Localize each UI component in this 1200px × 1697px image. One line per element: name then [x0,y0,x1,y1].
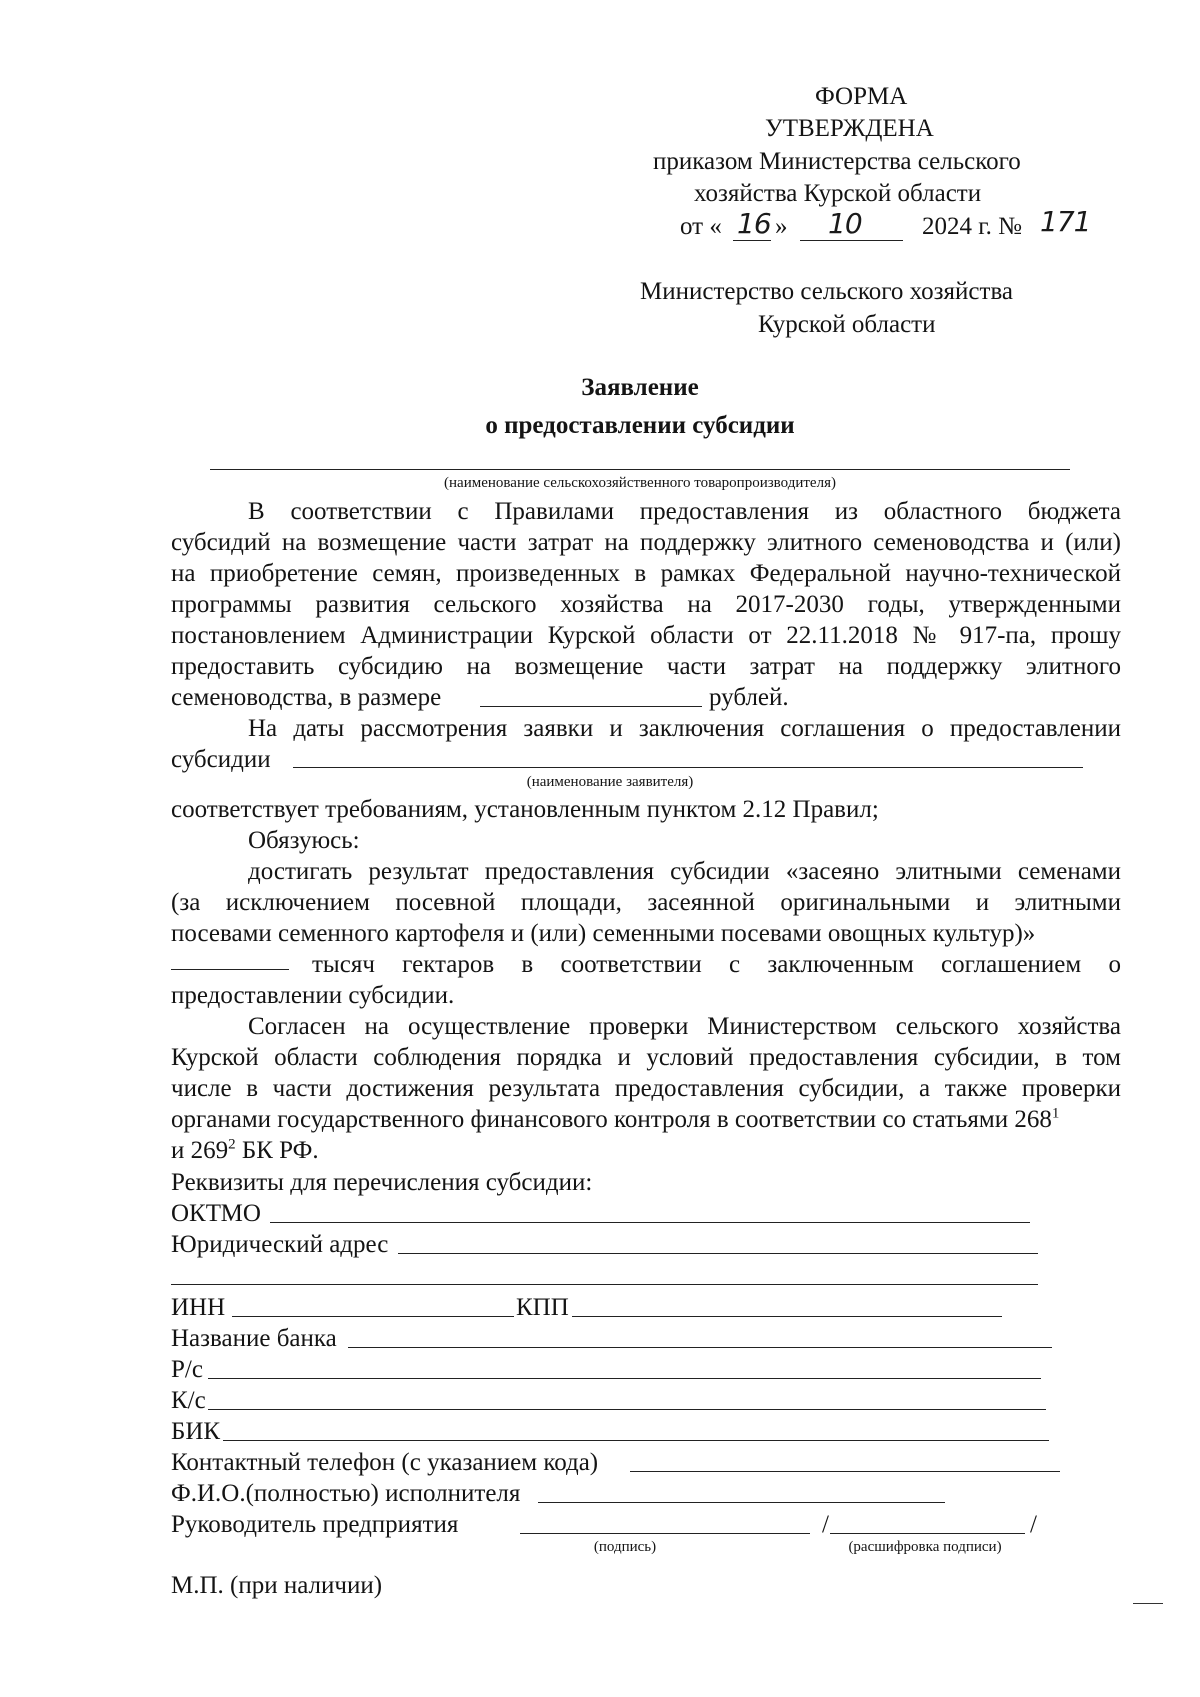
date-prefix: от « [680,213,722,240]
rs-field[interactable] [208,1378,1041,1379]
handwritten-month: 10 [828,207,862,240]
para3-line-2: (за исключением посевной площади, засеянной оригинальными и элитными [171,889,1121,916]
month-underline [800,240,903,241]
para1-line-2: субсидий на возмещение части затрат на поддержку элитного семеноводства и (или) [171,529,1121,556]
kpp-label: КПП [516,1294,569,1321]
applicant-name-field[interactable] [293,767,1083,768]
signature-caption: (подпись) [593,1539,657,1555]
phone-label: Контактный телефон (с указанием кода) [171,1449,599,1476]
decoding-caption: (расшифровка подписи) [848,1539,1002,1555]
para2-line-1: На даты рассмотрения заявки и заключения соглашения о предоставлении [248,715,1121,742]
para1-line-7-suffix: рублей. [709,684,789,711]
para4-sup-1: 1 [1051,1105,1060,1122]
para1-line-4: программы развития сельского хозяйства на 2017-2030 годы, утвержденными [171,591,1121,618]
para1-line-1: В соответствии с Правилами предоставления из областного бюджета [248,498,1121,525]
inn-field[interactable] [232,1316,514,1317]
bik-label: БИК [171,1418,221,1445]
legal-address-field-2[interactable] [171,1284,1038,1285]
para1-line-5: постановлением Администрации Курской области от 22.11.2018 № 917-па, прошу [171,622,1121,649]
inn-label: ИНН [171,1294,226,1321]
bank-name-label: Название банка [171,1325,337,1352]
obligation-heading: Обязуюсь: [248,827,360,854]
producer-name-line[interactable] [210,469,1070,470]
date-quote-close: » [775,213,788,240]
para2-line-3: соответствует требованиям, установленным пунктом 2.12 Правил; [171,796,879,823]
para4-line-4 [171,1104,1059,1135]
para4-line-5-b: БК РФ. [235,1137,319,1164]
executor-field[interactable] [538,1502,945,1503]
para1-line-6: предоставить субсидию на возмещение части затрат на поддержку элитного [171,653,1121,680]
form-label: ФОРМА [815,83,908,110]
para4-line-2: Курской области соблюдения порядка и условий предоставления субсидии, в том [171,1044,1121,1071]
legal-address-field[interactable] [398,1253,1038,1254]
para4-line-3: числе в части достижения результата предоставления субсидии, а также проверки [171,1075,1121,1102]
document-title: Заявление [581,374,699,401]
document-subtitle: о предоставлении субсидии [485,412,795,439]
producer-caption: (наименование сельскохозяйственного товаропроизводителя) [444,475,836,491]
para3-line-3: посевами семенного картофеля и (или) семенными посевами овощных культур)» [171,920,1036,947]
director-label: Руководитель предприятия [171,1511,459,1538]
para3-line-5: предоставлении субсидии. [171,982,455,1009]
day-underline [733,240,771,241]
handwritten-order-number: 171 [1040,205,1091,238]
bank-name-field[interactable] [348,1347,1052,1348]
para4-sup-2: 2 [228,1136,236,1153]
slash-1: / [822,1511,829,1538]
stamp-label: М.П. (при наличии) [171,1572,383,1599]
legal-address-label: Юридический адрес [171,1231,389,1258]
executor-label: Ф.И.О.(полностью) исполнителя [171,1480,521,1507]
rs-label: Р/с [171,1356,203,1383]
para1-line-7-prefix: семеноводства, в размере [171,684,442,711]
slash-2: / [1030,1511,1037,1538]
para4-line-5 [171,1135,319,1166]
subsidy-amount-field[interactable] [480,706,702,707]
para1-line-3: на приобретение семян, произведенных в рамках Федеральной научно-технической [171,560,1121,587]
approved-label: УТВЕРЖДЕНА [765,115,934,142]
oktmo-label: ОКТМО [171,1200,261,1227]
signature-decoding-field[interactable] [830,1533,1025,1534]
applicant-caption: (наименование заявителя) [526,774,694,790]
para2-line-2-prefix: субсидии [171,746,271,773]
order-line-2: хозяйства Курской области [694,180,982,207]
requisites-heading: Реквизиты для перечисления субсидии: [171,1169,593,1196]
bik-field[interactable] [223,1440,1049,1441]
para4-line-5-a: и 269 [171,1137,229,1164]
order-year-number: 2024 г. № [922,213,1023,240]
para3-line-4: тысяч гектаров в соответствии с заключенным соглашением о [312,951,1121,978]
addressee-line-1: Министерство сельского хозяйства [640,278,1014,305]
handwritten-day: 16 [737,207,771,240]
addressee-line-2: Курской области [758,311,936,338]
scan-margin-mark [1133,1603,1163,1604]
para4-line-1: Согласен на осуществление проверки Министерством сельского хозяйства [248,1013,1121,1040]
oktmo-field[interactable] [270,1222,1030,1223]
phone-field[interactable] [630,1471,1060,1472]
ks-field[interactable] [208,1409,1046,1410]
hectares-field[interactable] [171,969,289,970]
kpp-field[interactable] [572,1316,1002,1317]
order-line-1: приказом Министерства сельского [653,148,1021,175]
para4-line-4-text: органами государственного финансового контроля в соответствии со статьями 268 [171,1106,1052,1133]
signature-field[interactable] [520,1533,810,1534]
ks-label: К/с [171,1387,206,1414]
para3-line-1: достигать результат предоставления субсидии «засеяно элитными семенами [248,858,1121,885]
